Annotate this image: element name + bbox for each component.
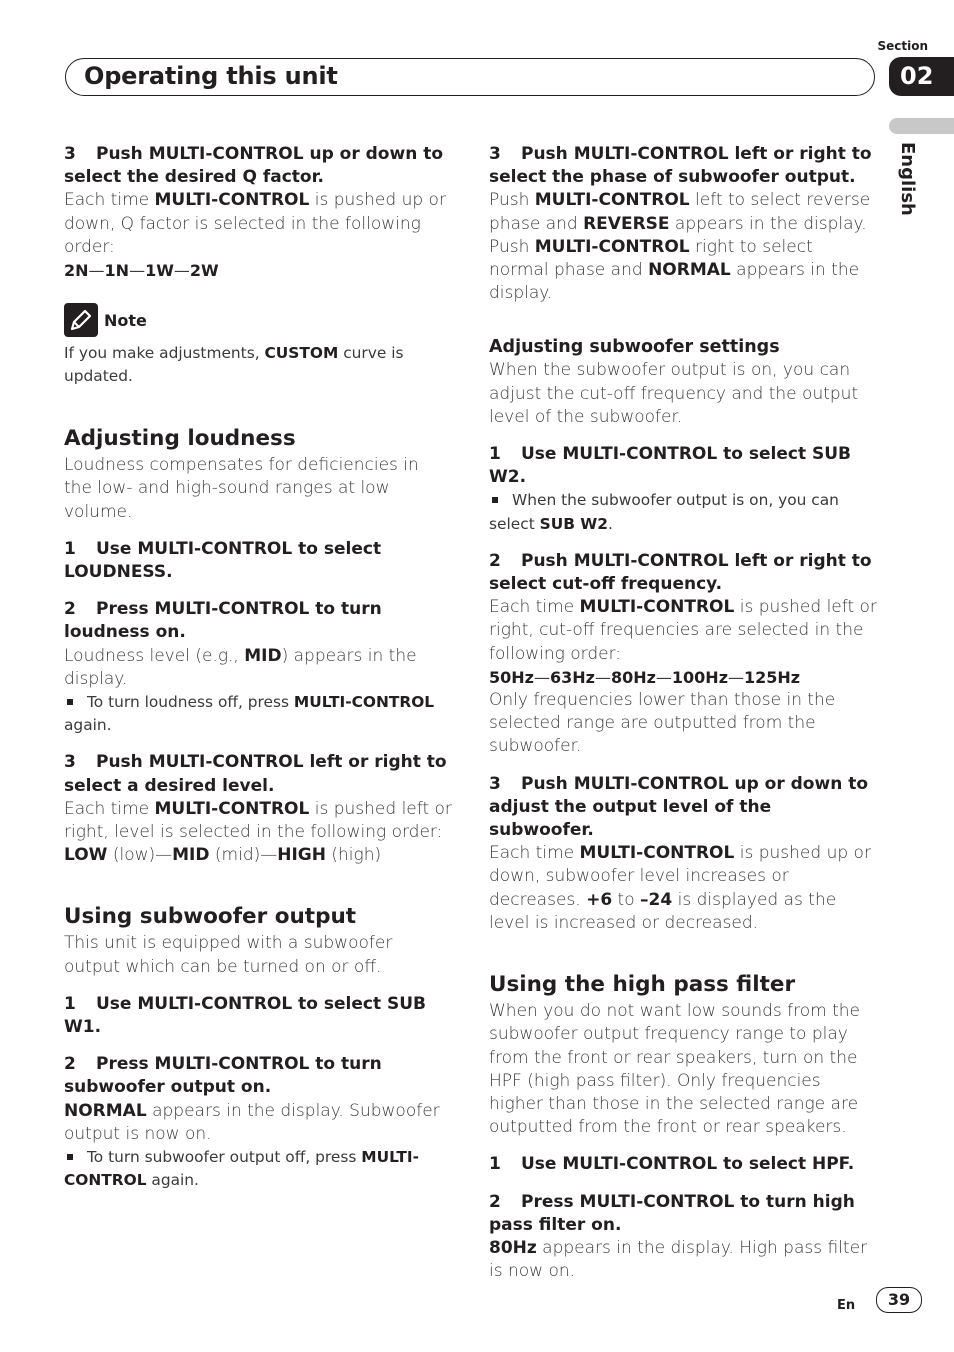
- hpf-intro: When you do not want low sounds from the subwoofer output frequency range to play from the front or rear speakers, turn on the HPF (high pass filter). Only frequencies higher than those in the selected range are outputted from the front or rear speakers.: [489, 1001, 861, 1138]
- subwoofer-heading: Using subwoofer output: [64, 904, 357, 930]
- right-column: [489, 143, 877, 1283]
- footer-language: En: [837, 1298, 856, 1313]
- hpf-step-2-body: 80Hz appears in the display. High pass filter is now on.: [489, 1237, 868, 1282]
- subwoofer-intro: This unit is equipped with a subwoofer output which can be turned on or off.: [64, 933, 393, 977]
- subwoofer-step-2-body: NORMAL appears in the display. Subwoofer output is now on.: [64, 1100, 440, 1144]
- loudness-bullet: To turn loudness off, press MULTI-CONTROL again.: [64, 693, 435, 735]
- section-label: Section: [877, 39, 928, 53]
- left-column: [64, 143, 452, 1193]
- q-factor-sequence: 2N—1N—1W—2W: [64, 261, 219, 281]
- loudness-heading: Adjusting loudness: [64, 426, 296, 452]
- subwoofer-step-2: 2 Press MULTI-CONTROL to turn subwoofer output on.: [64, 1054, 382, 1098]
- loudness-sequence: LOW (low)—MID (mid)—HIGH (high): [64, 845, 382, 866]
- adjust-step-2-after: Only frequencies lower than those in the selected range are outputted from the subwoofer.: [489, 690, 836, 757]
- adjust-step-2: 2 Push MULTI-CONTROL left or right to select cut-off frequency.: [489, 550, 872, 595]
- loudness-step-3: 3 Push MULTI-CONTROL left or right to select a desired level.: [64, 752, 447, 796]
- adjust-step-2-body: Each time MULTI-CONTROL is pushed left or right, cut-off frequencies are selected in the following order:: [489, 597, 877, 664]
- section-number: 02: [889, 57, 954, 96]
- page-title: Operating this unit: [84, 62, 338, 90]
- phase-step: 3 Push MULTI-CONTROL left or right to select the phase of subwoofer output.: [489, 144, 872, 188]
- note-text: If you make adjustments, CUSTOM curve is updated.: [64, 344, 404, 386]
- adjust-step-1: 1 Use MULTI-CONTROL to select SUB W2.: [489, 444, 851, 488]
- note-header: [64, 303, 452, 337]
- q-factor-step: 3 Push MULTI-CONTROL up or down to select the desired Q factor.: [64, 144, 444, 188]
- pencil-icon: [64, 303, 98, 337]
- q-factor-body: Each time MULTI-CONTROL is pushed up or down, Q factor is selected in the following order:: [64, 190, 446, 257]
- adjust-subwoofer-heading: Adjusting subwoofer settings: [489, 337, 780, 358]
- note-label: Note: [104, 310, 147, 330]
- loudness-step-2: 2 Press MULTI-CONTROL to turn loudness on.: [64, 599, 382, 643]
- phase-body: Push MULTI-CONTROL left to select reverse phase and REVERSE appears in the display. Push MULTI-CONTROL right to select normal phase and NORMAL appears in the display.: [489, 190, 871, 304]
- language-label: English: [897, 142, 918, 216]
- adjust-bullet: When the subwoofer output is on, you can select SUB W2.: [489, 491, 839, 533]
- hpf-heading: Using the high pass filter: [489, 972, 796, 998]
- frequency-sequence: 50Hz—63Hz—80Hz—100Hz—125Hz: [489, 667, 801, 687]
- loudness-step-2-body: Loudness level (e.g., MID) appears in the display.: [64, 645, 417, 689]
- loudness-intro: Loudness compensates for deficiencies in the low- and high-sound ranges at low volume.: [64, 455, 419, 522]
- subwoofer-bullet: To turn subwoofer output off, press MULTI-CONTROL again.: [64, 1148, 419, 1190]
- language-tab: [889, 118, 954, 134]
- subwoofer-step-1: 1 Use MULTI-CONTROL to select SUB W1.: [64, 993, 426, 1038]
- loudness-step-3-body: Each time MULTI-CONTROL is pushed left or right, level is selected in the following order:: [64, 798, 452, 843]
- adjust-step-3: 3 Push MULTI-CONTROL up or down to adjust the output level of the subwoofer.: [489, 773, 869, 841]
- loudness-step-1: 1 Use MULTI-CONTROL to select LOUDNESS.: [64, 538, 382, 583]
- page-number: 39: [876, 1287, 922, 1313]
- adjust-step-3-body: Each time MULTI-CONTROL is pushed up or down, subwoofer level increases or decreases. +6 to –24 is displayed as the level is increased or decreased.: [489, 843, 871, 933]
- hpf-step-2: 2 Press MULTI-CONTROL to turn high pass filter on.: [489, 1191, 855, 1235]
- adjust-subwoofer-intro: When the subwoofer output is on, you can adjust the cut-off frequency and the output level of the subwoofer.: [489, 360, 859, 427]
- hpf-step-1: 1 Use MULTI-CONTROL to select HPF.: [489, 1154, 855, 1175]
